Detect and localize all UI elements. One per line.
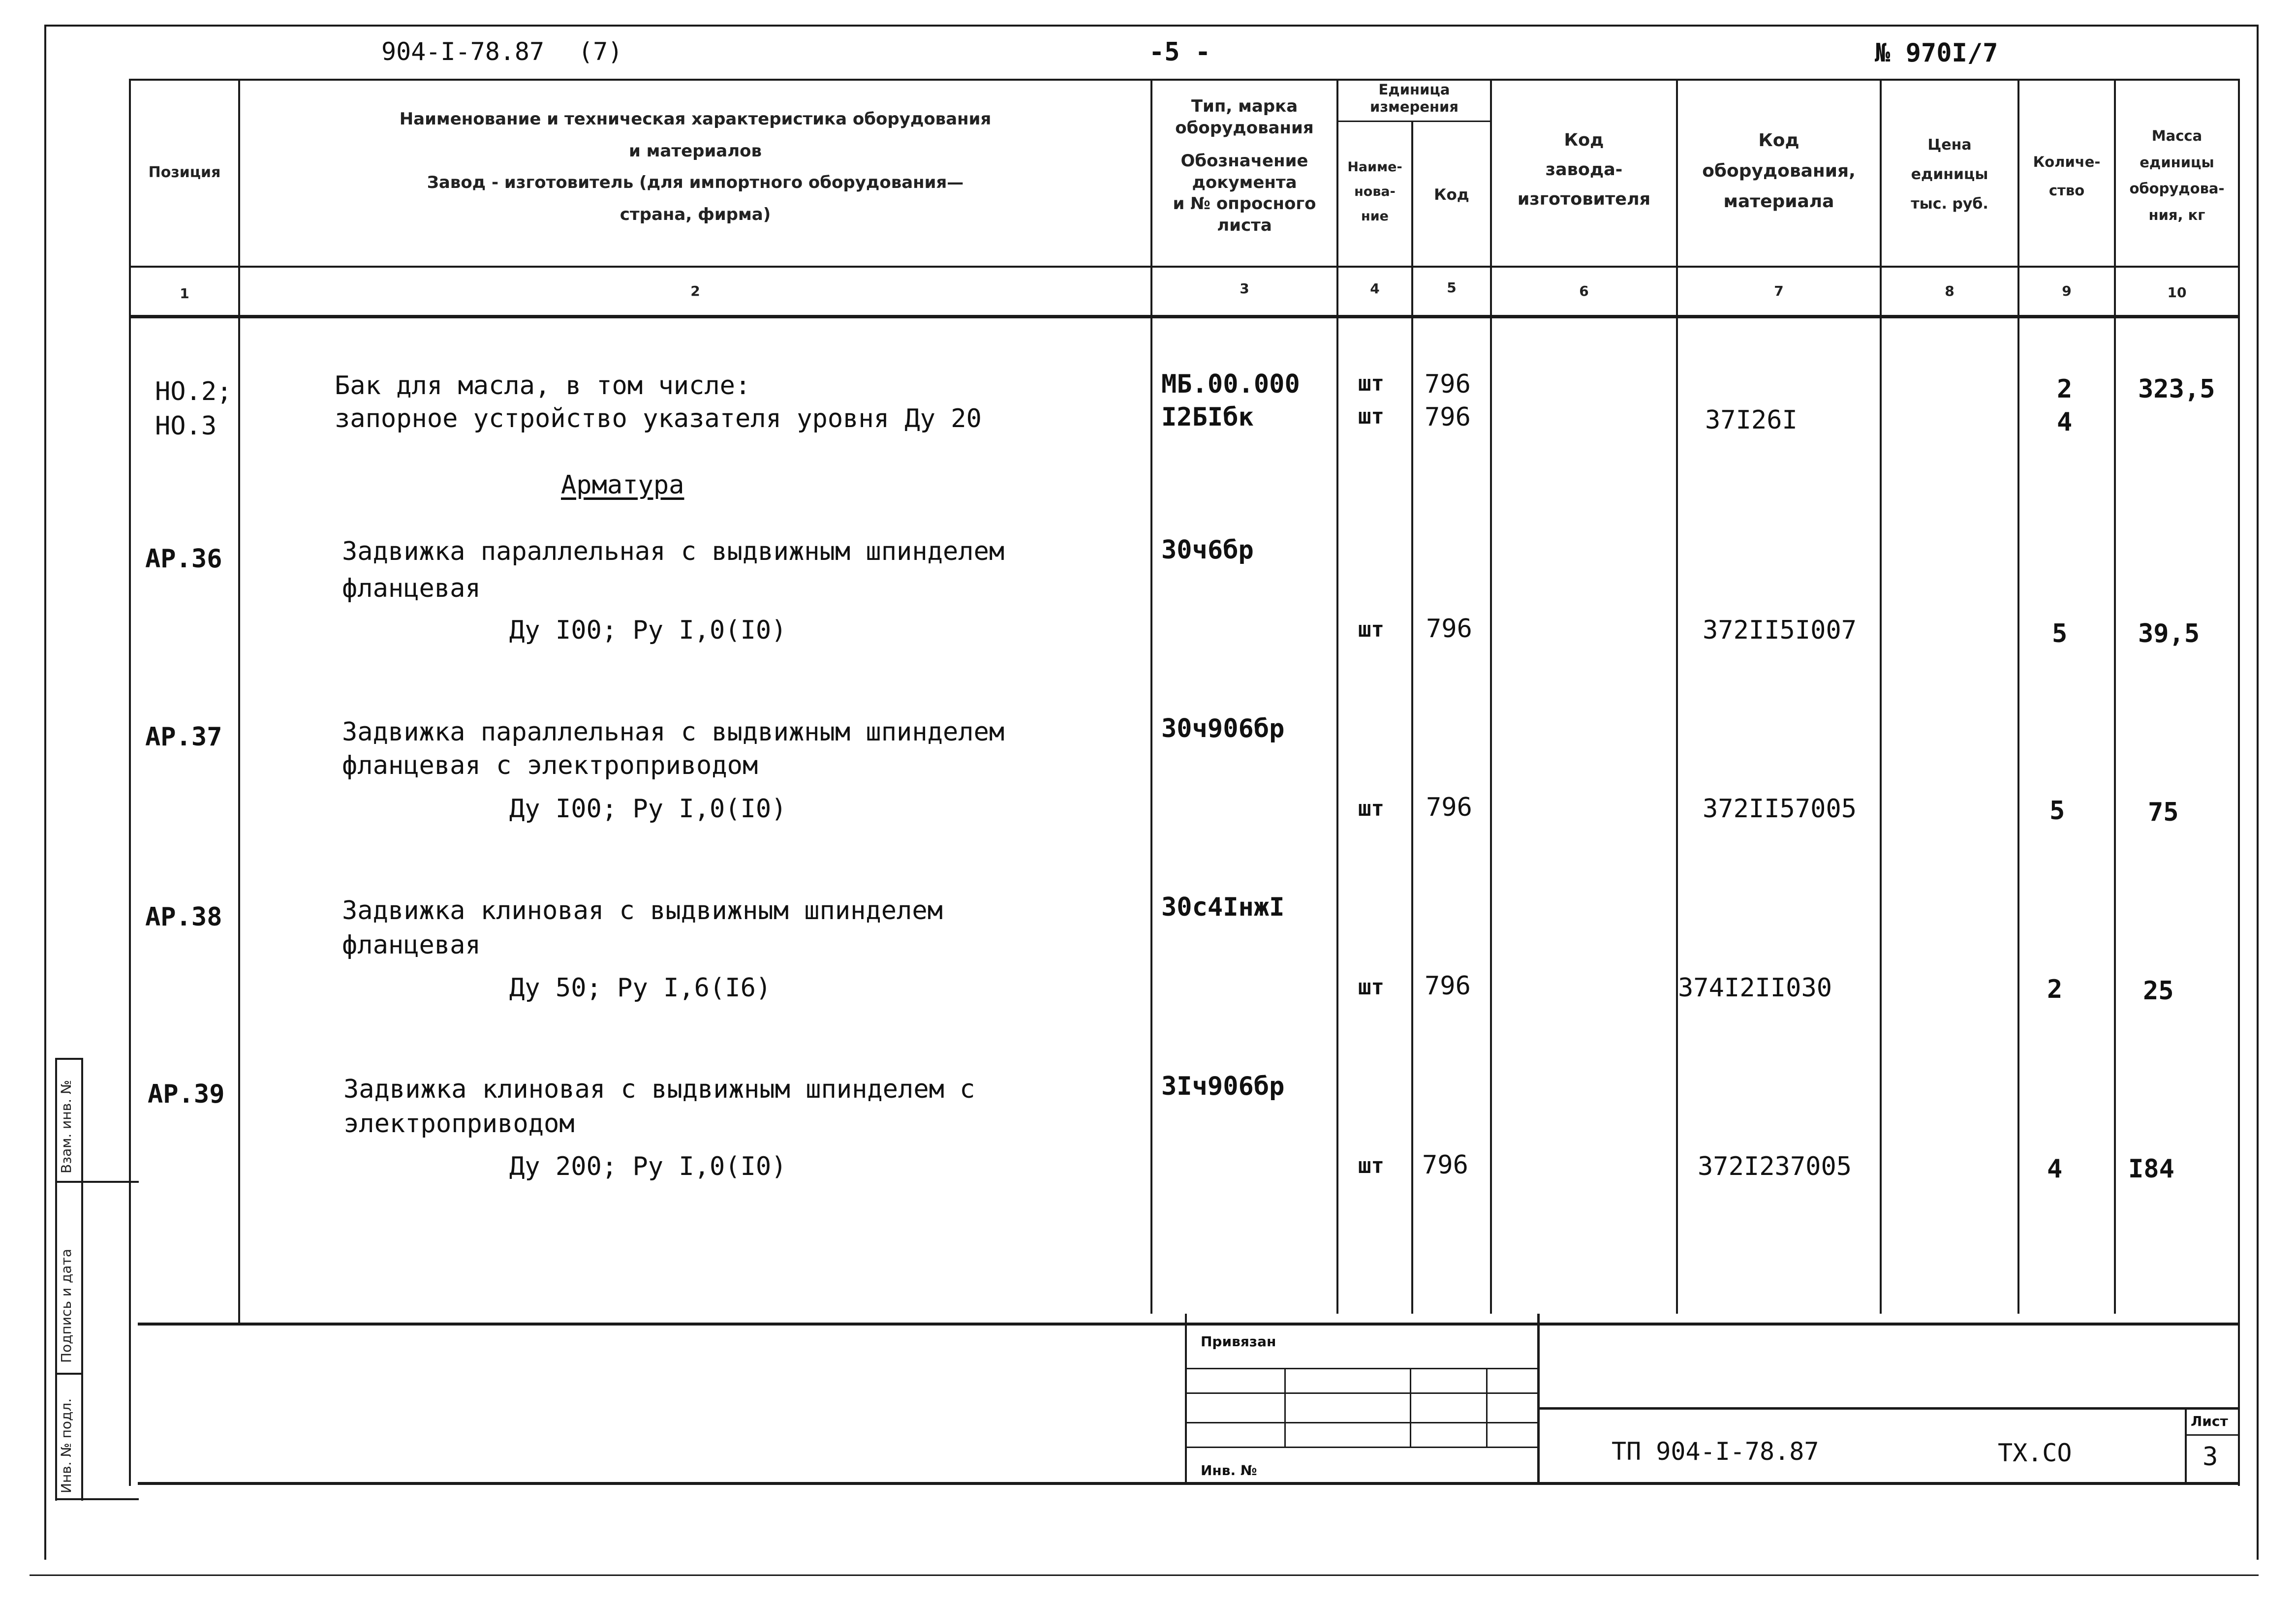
position-code: АР.38 <box>145 902 222 932</box>
item-name: Бак для масла, в том числе: <box>335 371 751 401</box>
unit-code: 796 <box>1426 614 1472 644</box>
item-name: фланцевая с электроприводом <box>342 751 758 780</box>
equipment-code: 372II57005 <box>1703 794 1857 824</box>
item-spec: Ду 200; Ру I,0(I0) <box>509 1152 787 1181</box>
header-quantity: Количе- ство <box>2033 154 2101 199</box>
sheet-number: 3 <box>2203 1442 2218 1472</box>
linked-label: Привязан <box>1201 1333 1276 1350</box>
linked-box-vline <box>1410 1368 1411 1448</box>
sheet-paren: (7) <box>578 37 623 66</box>
type-mark: I2БIбк <box>1161 402 1254 432</box>
unit-name: шт <box>1358 617 1384 642</box>
header-unit-group: Единица измерения <box>1370 81 1458 115</box>
col-sep-9 <box>2114 79 2116 1314</box>
stamp-document-code: ТХ.СО <box>1998 1439 2072 1467</box>
replacement-inventory-label: Взам. инв. № <box>58 1080 74 1173</box>
item-name: Задвижка параллельная с выдвижным шпинделем <box>342 537 1005 566</box>
colnum-7: 7 <box>1774 283 1784 299</box>
side-stamp-divider <box>55 1373 82 1375</box>
equipment-code: 37I26I <box>1705 405 1798 435</box>
item-name: запорное устройство указателя уровня Ду 20 <box>335 404 982 433</box>
unit-group-rule <box>1336 121 1490 122</box>
header-position: Позиция <box>148 164 221 181</box>
item-name: Задвижка параллельная с выдвижным шпинделем <box>342 717 1005 747</box>
col-sep-6 <box>1676 79 1678 1314</box>
header-rule <box>129 266 2240 268</box>
page-number: -5 - <box>1149 37 1211 67</box>
table-right <box>2238 79 2240 1486</box>
header-type: Тип, марка оборудования Обозначение документа и № опросного листа <box>1173 96 1316 235</box>
unit-mass: 323,5 <box>2138 374 2215 404</box>
colnum-9: 9 <box>2062 283 2072 299</box>
item-name: электроприводом <box>343 1109 575 1139</box>
linked-box-vline <box>1284 1368 1286 1448</box>
equipment-code: 374I2II030 <box>1678 973 1832 1003</box>
sheet-label: Лист <box>2191 1413 2228 1429</box>
unit-name: шт <box>1358 404 1384 429</box>
side-stamp-top <box>55 1058 82 1060</box>
item-name: Задвижка клиновая с выдвижным шпинделем <box>342 896 943 925</box>
unit-name: шт <box>1358 1153 1384 1178</box>
col-sep-1 <box>238 79 240 1324</box>
doc-number-top: 904-I-78.87 <box>381 37 545 66</box>
linked-box-hline <box>1186 1422 1538 1423</box>
linked-box-hline <box>1186 1447 1538 1448</box>
side-stamp-divider <box>55 1181 139 1183</box>
col-sep-7 <box>1880 79 1882 1314</box>
number-rule <box>129 315 2240 318</box>
col-sep-3 <box>1336 79 1338 1314</box>
frame-bottom <box>30 1574 2259 1576</box>
linked-box-vline <box>1486 1368 1488 1448</box>
title-block-rule <box>138 1323 2239 1326</box>
quantity: 5 <box>2049 796 2065 826</box>
unit-name: шт <box>1358 975 1384 1000</box>
stamp-bottom-rule <box>138 1482 2239 1485</box>
side-stamp-bottom <box>55 1498 139 1500</box>
unit-code: 796 <box>1426 793 1472 822</box>
quantity: 2 <box>2047 975 2063 1004</box>
type-mark: 30ч906бр <box>1161 714 1285 743</box>
side-stamp-left <box>55 1058 57 1501</box>
equipment-code: 372II5I007 <box>1703 616 1857 645</box>
equipment-code: 372I237005 <box>1698 1152 1852 1181</box>
inventory-label: Инв. № <box>1201 1462 1257 1479</box>
quantity: 4 <box>2047 1154 2063 1184</box>
header-unit-code: Код <box>1434 186 1469 204</box>
quantity: 5 <box>2052 619 2068 648</box>
signature-date-label: Подпись и дата <box>58 1249 74 1363</box>
item-name: фланцевая <box>342 930 481 960</box>
item-name: фланцевая <box>342 574 481 603</box>
item-spec: Ду I00; Ру I,0(I0) <box>509 616 787 645</box>
linked-box-hline <box>1186 1392 1538 1394</box>
col-sep-4 <box>1411 122 1413 1314</box>
item-spec: Ду I00; Ру I,0(I0) <box>509 794 787 824</box>
stamp-top-rule <box>1538 1407 2239 1410</box>
unit-name: шт <box>1358 796 1384 821</box>
archive-number: № 970I/7 <box>1875 38 1998 68</box>
item-spec: Ду 50; Ру I,6(I6) <box>509 973 772 1003</box>
unit-mass: 39,5 <box>2138 619 2200 648</box>
table-top <box>129 79 2240 81</box>
type-mark: 30с4IнжI <box>1161 893 1285 922</box>
unit-name: шт <box>1358 371 1384 396</box>
sheet-box-left <box>2185 1408 2187 1483</box>
linked-box-left <box>1185 1314 1187 1483</box>
unit-mass: I84 <box>2128 1154 2174 1184</box>
unit-mass: 75 <box>2148 798 2179 827</box>
header-name: Наименование и техническая характеристика оборудования и материалов Завод - изготовитель (для импортного оборудования— страна, фирма) <box>399 109 992 224</box>
header-price: Цена единицы тыс. руб. <box>1911 136 1988 213</box>
colnum-3: 3 <box>1240 280 1249 297</box>
quantity: 2 <box>2057 374 2073 404</box>
stamp-document-number: ТП 904-I-78.87 <box>1612 1437 1819 1466</box>
position-code: НО.2; <box>155 377 232 406</box>
side-stamp-right <box>81 1058 83 1501</box>
unit-mass: 25 <box>2143 976 2174 1006</box>
linked-box-hline <box>1186 1368 1538 1369</box>
col-sep-2 <box>1150 79 1152 1314</box>
position-code: АР.36 <box>145 544 222 574</box>
unit-code: 796 <box>1425 971 1471 1001</box>
quantity: 4 <box>2057 407 2073 437</box>
header-unit-name: Наиме- нова- ние <box>1347 159 1402 224</box>
item-name: Задвижка клиновая с выдвижным шпинделем с <box>343 1075 975 1104</box>
header-plant-code: Код завода- изготовителя <box>1517 130 1651 210</box>
colnum-5: 5 <box>1447 279 1457 296</box>
type-mark: 3Iч906бр <box>1161 1072 1285 1101</box>
section-heading: Арматура <box>561 470 684 500</box>
linked-box-right <box>1537 1314 1540 1483</box>
colnum-6: 6 <box>1579 283 1589 299</box>
frame-right <box>2257 25 2259 1560</box>
frame-left <box>44 25 46 1560</box>
colnum-4: 4 <box>1370 280 1380 297</box>
position-code: АР.37 <box>145 722 222 752</box>
col-sep-5 <box>1490 79 1492 1314</box>
header-mass: Масса единицы оборудова- ния, кг <box>2129 127 2225 223</box>
colnum-8: 8 <box>1945 283 1955 299</box>
colnum-2: 2 <box>690 283 700 299</box>
inventory-original-label: Инв. № подл. <box>58 1398 74 1493</box>
header-equipment-code: Код оборудования, материала <box>1702 130 1856 212</box>
position-code: НО.3 <box>155 411 217 441</box>
frame-top <box>44 25 2259 27</box>
unit-code: 796 <box>1425 370 1471 399</box>
unit-code: 796 <box>1422 1150 1468 1180</box>
type-mark: 30ч6бр <box>1161 535 1254 565</box>
position-code: АР.39 <box>148 1080 225 1109</box>
colnum-1: 1 <box>180 285 189 302</box>
unit-code: 796 <box>1425 402 1471 432</box>
col-sep-8 <box>2017 79 2019 1314</box>
type-mark: МБ.00.000 <box>1161 370 1300 399</box>
sheet-box-mid <box>2186 1434 2239 1436</box>
colnum-10: 10 <box>2167 284 2187 301</box>
